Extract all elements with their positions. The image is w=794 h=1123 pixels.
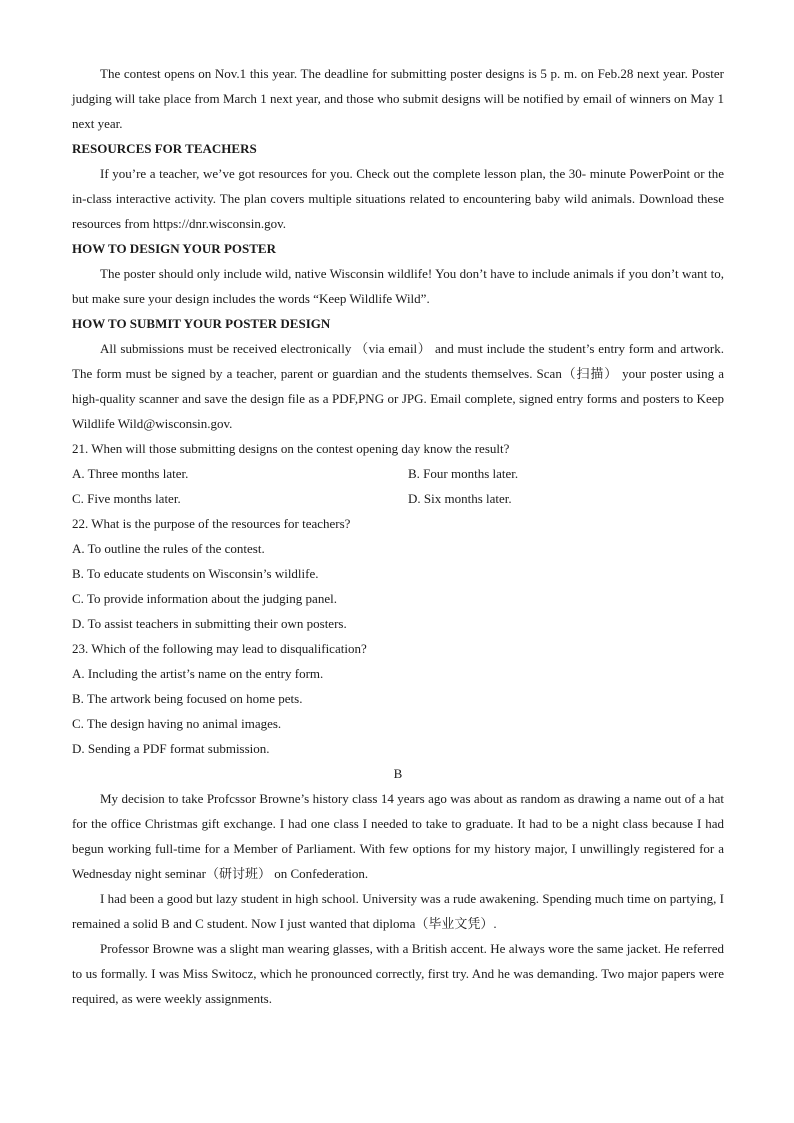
submit-poster-heading: HOW TO SUBMIT YOUR POSTER DESIGN — [72, 316, 331, 331]
passage-b-paragraph-3: Professor Browne was a slight man wearing glasses, with a British accent. He always wore the same jacket. He referred to us formally. I was Miss Switocz, which he pronounced correctly, first try. And he was demanding. Two major papers were required, as were weekly assignments. — [72, 941, 724, 1006]
exam-page — [72, 61, 724, 1011]
question-23-stem: 23. Which of the following may lead to disqualification? — [72, 641, 367, 656]
design-poster-heading: HOW TO DESIGN YOUR POSTER — [72, 241, 276, 256]
question-22-stem: 22. What is the purpose of the resources for teachers? — [72, 516, 351, 531]
question-23-option-a: A. Including the artist’s name on the entry form. — [72, 666, 324, 681]
question-21-stem: 21. When will those submitting designs on the contest opening day know the result? — [72, 441, 510, 456]
teachers-resources-heading: RESOURCES FOR TEACHERS — [72, 141, 257, 156]
contest-dates-paragraph: The contest opens on Nov.1 this year. The deadline for submitting poster designs is 5 p. m. on Feb.28 next year. Poster judging will take place from March 1 next year, and those who submit designs will be notified by email of winners on May 1 next year. — [72, 66, 724, 131]
question-21-options-row-1 — [72, 461, 724, 486]
passage-b-paragraph-1: My decision to take Profcssor Browne’s history class 14 years ago was about as random as drawing a name out of a hat for the office Christmas gift exchange. I had one class I needed to take to graduate. It had to be a night class because I had begun working full-time for a Member of Parliament. With few options for my history major, I unwillingly registered for a Wednesday night seminar（研讨班） on Confederation. — [72, 791, 724, 881]
question-21-option-a: A. Three months later. — [72, 466, 189, 481]
teachers-resources-paragraph: If you’re a teacher, we’ve got resources for you. Check out the complete lesson plan, the 30- minute PowerPoint or the in-class interactive activity. The plan covers multiple situations related to encountering baby wild animals. Download these resources from https://dnr.wisconsin.gov. — [72, 166, 724, 231]
question-21-option-b: B. Four months later. — [408, 466, 519, 481]
design-poster-paragraph: The poster should only include wild, native Wisconsin wildlife! You don’t have to include animals if you don’t want to, but make sure your design includes the words “Keep Wildlife Wild”. — [72, 266, 724, 306]
question-22-option-c: C. To provide information about the judging panel. — [72, 591, 337, 606]
question-21-option-d: D. Six months later. — [408, 491, 512, 506]
question-21-option-c: C. Five months later. — [72, 491, 181, 506]
passage-b-paragraph-2: I had been a good but lazy student in high school. University was a rude awakening. Spending much time on partying, I remained a solid B and C student. Now I just wanted that diploma（毕业文凭）. — [72, 891, 724, 931]
passage-b-label: B — [393, 766, 403, 781]
question-23-option-d: D. Sending a PDF format submission. — [72, 741, 270, 756]
question-22-option-d: D. To assist teachers in submitting their own posters. — [72, 616, 347, 631]
question-22-option-a: A. To outline the rules of the contest. — [72, 541, 265, 556]
question-21-options-row-2 — [72, 486, 724, 511]
question-23-option-b: B. The artwork being focused on home pets. — [72, 691, 303, 706]
question-22-option-b: B. To educate students on Wisconsin’s wildlife. — [72, 566, 319, 581]
submit-poster-paragraph: All submissions must be received electronically （via email） and must include the student’s entry form and artwork. The form must be signed by a teacher, parent or guardian and the students themselves. Scan（扫描） your poster using a high-quality scanner and save the design file as a PDF,PNG or JPG. Email complete, signed entry forms and posters to Keep Wildlife Wild@wisconsin.gov. — [72, 341, 724, 431]
question-23-option-c: C. The design having no animal images. — [72, 716, 282, 731]
